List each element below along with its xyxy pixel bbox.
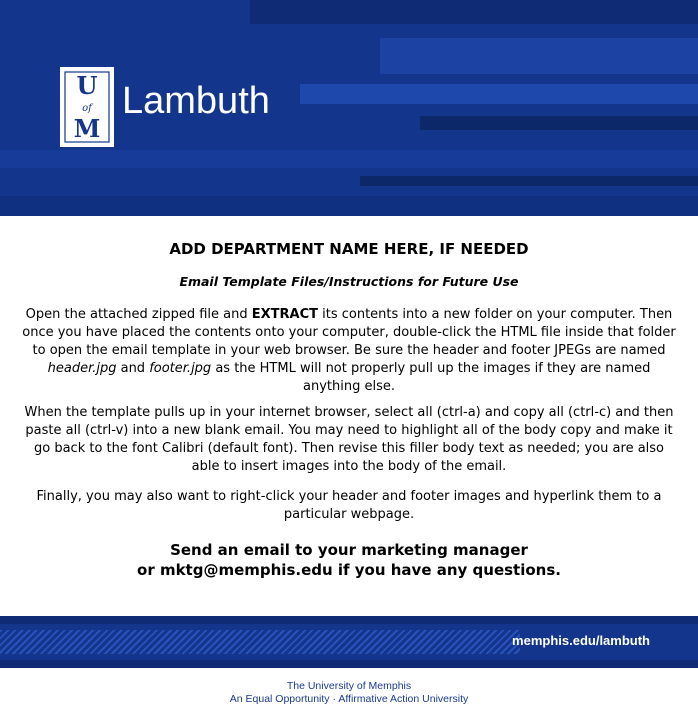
footer-band [0, 616, 698, 624]
footer-banner[interactable] [0, 616, 698, 668]
header-band [360, 176, 698, 186]
header-band [0, 150, 698, 168]
cta-line-2[interactable]: or mktg@memphis.edu if you have any questions. [137, 561, 561, 579]
p1-text: its contents into a new folder on your computer. Then once you have placed the contents onto your computer, double-click the HTML file inside that folder to open the email template in your web browser. Be sure the header and footer JPEGs are named [22, 307, 676, 358]
footer-band [0, 660, 698, 668]
header-band [380, 38, 698, 74]
p1-extract: EXTRACT [251, 307, 318, 322]
uofm-logo-icon [60, 67, 114, 147]
p1-footer-filename: footer.jpg [149, 361, 212, 376]
logo-letter-of: of [82, 103, 92, 114]
legal-line-2: An Equal Opportunity · Affirmative Action University [229, 693, 469, 705]
instructions-paragraph-3: Finally, you may also want to right-click your header and footer images and hyperlink them to a particular webpage. [36, 489, 662, 522]
p1-header-filename: header.jpg [47, 361, 117, 376]
logo-wordmark: Lambuth [122, 80, 270, 122]
header-band [420, 116, 698, 130]
footer-url-link[interactable]: memphis.edu/lambuth [512, 633, 650, 648]
header-band [250, 0, 698, 24]
contact-callout [0, 540, 698, 580]
instructions-paragraph-2: When the template pulls up in your internet browser, select all (ctrl-a) and copy all (ctrl-c) and then paste all (ctrl-v) into a new blank email. You may need to highlight all of the body copy and make it go back to the font Calibri (default font). Then revise this filler body text as needed; you are also able to insert images into the body of the email. [24, 405, 674, 474]
cta-line-1: Send an email to your marketing manager [170, 541, 528, 559]
instructions-paragraph-1 [22, 306, 676, 396]
subtitle: Email Template Files/Instructions for Future Use [179, 274, 519, 289]
p1-text: Open the attached zipped file and [25, 307, 252, 322]
legal-footer [0, 680, 698, 706]
header-band [0, 196, 698, 216]
department-heading: ADD DEPARTMENT NAME HERE, IF NEEDED [169, 240, 529, 258]
email-body [0, 216, 698, 616]
header-banner[interactable] [0, 0, 698, 216]
logo-letter-u: U [76, 71, 98, 100]
footer-stripes [0, 630, 520, 654]
header-band [300, 84, 698, 104]
legal-line-1: The University of Memphis [286, 680, 412, 692]
logo-letter-m: M [73, 114, 101, 143]
p1-text: and [116, 361, 150, 376]
p1-text: as the HTML will not properly pull up the images if they are named anything else. [211, 361, 651, 394]
